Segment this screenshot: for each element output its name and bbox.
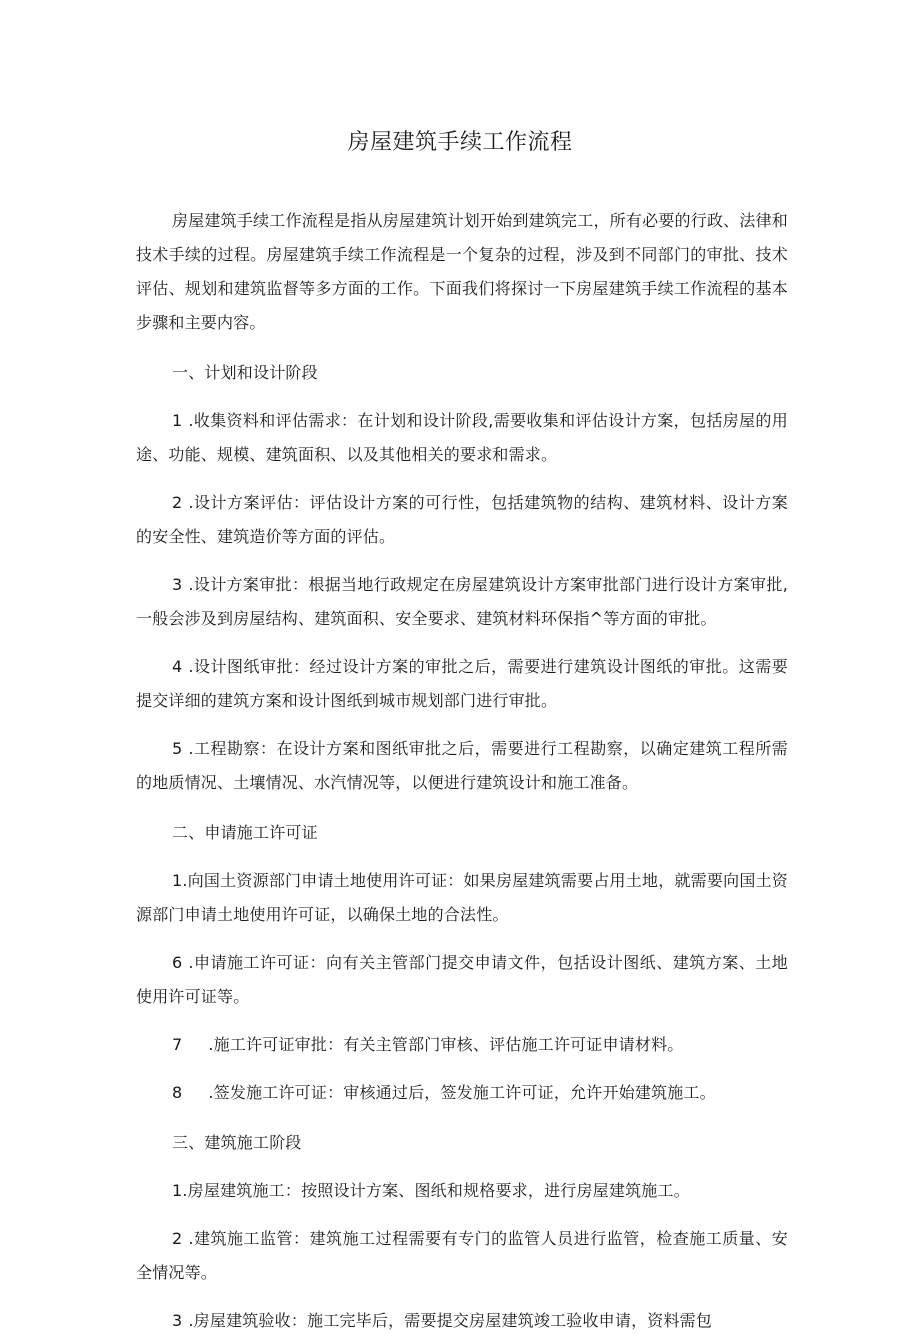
item-text: 1.房屋建筑施工：按照设计方案、图纸和规格要求，进行房屋建筑施工。 <box>172 1181 690 1200</box>
item-text: 1.向国土资源部门申请土地使用许可证：如果房屋建筑需要占用土地，就需要向国土资源部门申请土地使用许可证，以确保土地的合法性。 <box>136 871 788 924</box>
item-text: .设计图纸审批：经过设计方案的审批之后，需要进行建筑设计图纸的审批。这需要提交详细的建筑方案和设计图纸到城市规划部门进行审批。 <box>136 657 788 710</box>
section-heading-permit: 二、申请施工许可证 <box>172 823 318 842</box>
list-item <box>136 568 788 636</box>
item-number: 7 <box>172 1035 183 1054</box>
list-item <box>136 1028 788 1062</box>
item-number: 2 <box>172 1229 183 1248</box>
item-number: 6 <box>172 953 183 972</box>
list-item <box>136 946 788 1014</box>
item-number: 5 <box>172 739 183 758</box>
item-text: .建筑施工监管：建筑施工过程需要有专门的监管人员进行监管，检查施工质量、安全情况等。 <box>136 1229 788 1282</box>
item-text: .施工许可证审批：有关主管部门审核、评估施工许可证申请材料。 <box>208 1035 684 1054</box>
item-text: .签发施工许可证：审核通过后，签发施工许可证，允许开始建筑施工。 <box>208 1083 716 1102</box>
item-number: 2 <box>172 493 183 512</box>
item-text: .设计方案评估：评估设计方案的可行性，包括建筑物的结构、建筑材料、设计方案的安全性、建筑造价等方面的评估。 <box>136 493 788 546</box>
list-item <box>136 1076 788 1110</box>
list-item <box>136 732 788 800</box>
list-item <box>136 404 788 472</box>
list-item <box>136 650 788 718</box>
item-text: .收集资料和评估需求：在计划和设计阶段,需要收集和评估设计方案，包括房屋的用途、功能、规模、建筑面积、以及其他相关的要求和需求。 <box>136 411 788 464</box>
list-item <box>136 1304 788 1338</box>
intro-paragraph: 房屋建筑手续工作流程是指从房屋建筑计划开始到建筑完工，所有必要的行政、法律和技术手续的过程。房屋建筑手续工作流程是一个复杂的过程，涉及到不同部门的审批、技术评估、规划和建筑监督等多方面的工作。下面我们将探讨一下房屋建筑手续工作流程的基本步骤和主要内容。 <box>136 211 788 332</box>
item-number: 4 <box>172 657 183 676</box>
list-item <box>136 864 788 932</box>
document-title: 房屋建筑手续工作流程 <box>347 130 573 155</box>
item-text: .工程勘察：在设计方案和图纸审批之后，需要进行工程勘察，以确定建筑工程所需的地质情况、土壤情况、水汽情况等，以便进行建筑设计和施工准备。 <box>136 739 788 792</box>
item-number: 3 <box>172 575 183 594</box>
item-text: .申请施工许可证：向有关主管部门提交申请文件，包括设计图纸、建筑方案、土地使用许可证等。 <box>136 953 788 1006</box>
list-item <box>136 1174 788 1208</box>
section-heading-construction: 三、建筑施工阶段 <box>172 1133 302 1152</box>
list-item <box>136 486 788 554</box>
section-heading-planning: 一、计划和设计阶段 <box>172 363 318 382</box>
item-text: .房屋建筑验收：施工完毕后，需要提交房屋建筑竣工验收申请，资料需包 <box>188 1311 713 1330</box>
item-number: 1 <box>172 411 183 430</box>
item-number: 3 <box>172 1311 183 1330</box>
list-item <box>136 1222 788 1290</box>
item-number: 8 <box>172 1083 183 1102</box>
document-body <box>136 204 788 1338</box>
item-text: .设计方案审批：根据当地行政规定在房屋建筑设计方案审批部门进行设计方案审批,一般会涉及到房屋结构、建筑面积、安全要求、建筑材料环保指^等方面的审批。 <box>136 575 788 628</box>
